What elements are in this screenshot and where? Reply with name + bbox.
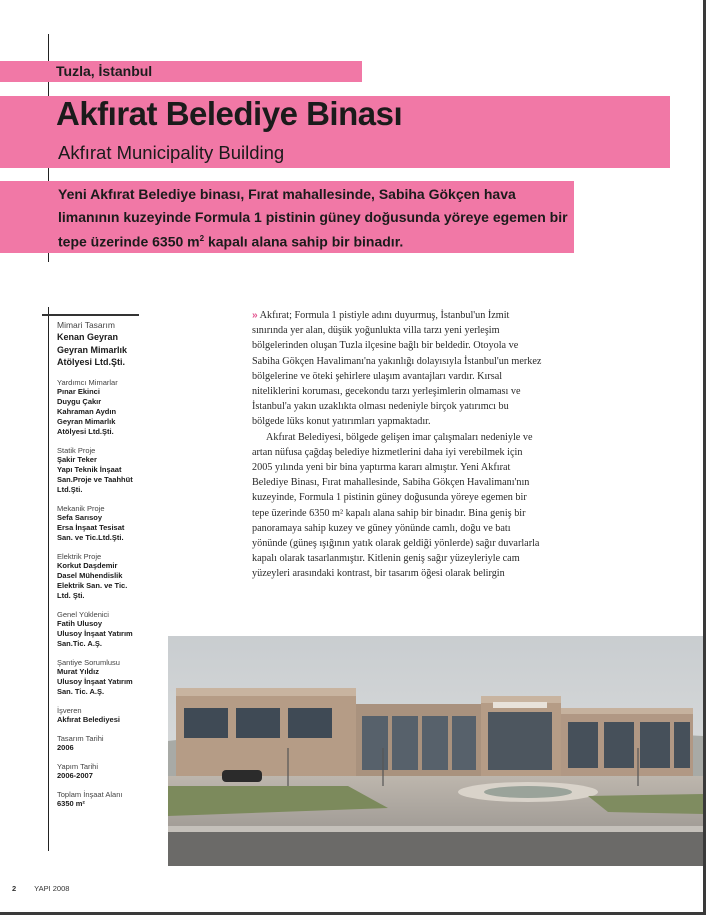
credit-contractor (57, 610, 147, 649)
credit-structural (57, 446, 147, 495)
credit-label: İşveren (57, 705, 82, 715)
publication-name: YAPI 2008 (34, 884, 70, 893)
body-paragraph-text: Akfırat; Formula 1 pistiyle adını duyurmuş, İstanbul'un İzmit sınırında yer alan, düşük yoğunlukta villa tarzı yeni yerleşim bölgelerinden oluşan Tuzla ilçesine bağlı bir beldedir. Otoyola ve Sabiha Gökçen Havalimanı'na yakınlığı dolayısıyla İstanbul'un merkez bölgelerine ve öteki şehirlere ulaşım avantajları vardır. Kırsal niteliklerini koruması, gecekondu tarzı yerleşimlerin olmaması ve İstanbul'a yakın uzaklıkta olması nedeniyle birçok yatırımcı bu bölgede lüks konut yatırımları yapmaktadır. (252, 310, 542, 428)
credits-column (57, 320, 147, 818)
credit-construction-date (57, 762, 147, 781)
intro-text-end: kapalı alana sahip bir binadır. (204, 233, 404, 250)
credit-label: Toplam İnşaat Alanı (57, 789, 123, 799)
credit-value: Murat Yıldız Ulusoy İnşaat Yatırım San. Tic. A.Ş. (57, 666, 133, 696)
credit-assistant-architects (57, 378, 147, 437)
credit-value: Pınar Ekinci Duygu Çakır Kahraman Aydın Geyran Mimarlık Atölyesi Ltd.Şti. (57, 386, 117, 436)
credit-label: Tasarım Tarihi (57, 733, 104, 743)
credit-label: Şantiye Sorumlusu (57, 657, 120, 667)
body-paragraph (252, 308, 542, 430)
credit-label: Mimari Tasarım (57, 320, 115, 330)
credit-value: 2006-2007 (57, 770, 93, 780)
credit-value: Kenan Geyran Geyran Mimarlık Atölyesi Ltd.Şti. (57, 332, 128, 367)
credit-client (57, 706, 147, 725)
credit-value: Korkut Daşdemir Dasel Mühendislik Elektrik San. ve Tic. Ltd. Şti. (57, 560, 128, 600)
credit-value: Fatih Ulusoy Ulusoy İnşaat Yatırım San.Tic. A.Ş. (57, 618, 133, 648)
credit-total-area (57, 790, 147, 809)
page-footer (12, 884, 69, 893)
credit-label: Yapım Tarihi (57, 761, 98, 771)
building-photo (168, 636, 703, 866)
credit-design-date (57, 734, 147, 753)
credit-label: Statik Proje (57, 445, 96, 455)
credit-architect (57, 320, 147, 369)
location-label: Tuzla, İstanbul (56, 63, 153, 79)
article-body (252, 308, 542, 582)
credit-mechanical (57, 504, 147, 543)
credit-value: Akfırat Belediyesi (57, 714, 120, 724)
location-band (0, 61, 362, 82)
credit-label: Mekanik Proje (57, 503, 105, 513)
credit-value: Sefa Sarısoy Ersa İnşaat Tesisat San. ve Tic.Ltd.Şti. (57, 512, 125, 542)
credit-value: 6350 m² (57, 798, 85, 808)
credits-rule (48, 307, 49, 851)
paragraph-marker-icon: » (252, 310, 258, 321)
intro-paragraph (58, 183, 568, 253)
credit-value: Şakir Teker Yapı Teknik İnşaat San.Proje ve Taahhüt Ltd.Şti. (57, 454, 133, 494)
credit-electrical (57, 552, 147, 601)
page-number: 2 (12, 884, 17, 893)
page-subtitle: Akfırat Municipality Building (58, 142, 285, 163)
body-paragraph: Akfırat Belediyesi, bölgede gelişen imar çalışmaları nedeniyle ve artan nüfusa çağdaş belediye hizmetlerini daha iyi verebilmek için 2005 yılında yeni bir bina yaptırma kararı almıştır. Yeni Akfırat Belediye Binası, Fırat mahallesinde, Sabiha Gökçen Havalimanı'nın kuzeyinde, Formula 1 pistinin güney doğusunda yöreye egemen bir tepe üzerinde 6350 m² kapalı alana sahip bir binadır. Bina geniş bir panoramaya sahip kuzey ve güney yönünde camlı, doğu ve batı yönünde (güneş ışığının yatık olarak geldiği yönlerde) sağır duvarlarla kapalı olarak tasarlanmıştır. Kitlenin geniş sağır yüzeyleriyle cam yüzeyleri arasındaki kontrast, bir tasarım öğesi olarak belirgin (252, 431, 540, 580)
credit-label: Genel Yüklenici (57, 609, 109, 619)
credit-value: 2006 (57, 742, 74, 752)
intro-text: Yeni Akfırat Belediye binası, Fırat mahallesinde, Sabiha Gökçen hava limanının kuzeyinde Formula 1 pistinin güney doğusunda yöreye egemen bir tepe üzerinde 6350 m (58, 186, 568, 250)
intro-superscript: 2 (199, 234, 205, 243)
page-title: Akfırat Belediye Binası (56, 95, 403, 132)
credit-site-manager (57, 658, 147, 697)
credit-label: Elektrik Proje (57, 551, 102, 561)
credits-top-bar (42, 314, 139, 316)
credit-label: Yardımcı Mimarlar (57, 377, 118, 387)
